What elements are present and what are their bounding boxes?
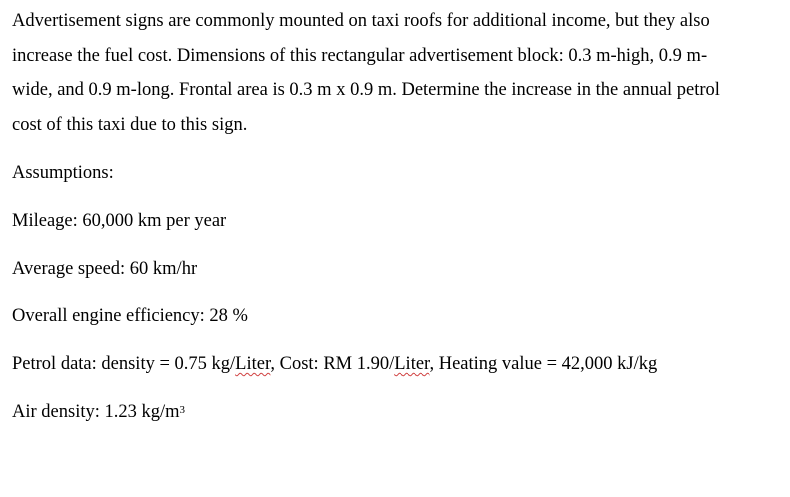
problem-statement	[12, 6, 782, 145]
problem-line-2: increase the fuel cost. Dimensions of this rectangular advertisement block: 0.3 m-high, 0.9 m-	[12, 45, 708, 66]
spellcheck-word-liter[interactable]: Liter	[235, 354, 271, 374]
assumption-efficiency: Overall engine efficiency: 28 %	[12, 306, 248, 326]
petrol-prefix: Petrol data: density = 0.75 kg/	[12, 354, 236, 374]
assumptions-heading: Assumptions:	[12, 163, 114, 183]
air-density-text: Air density: 1.23 kg/m	[12, 402, 180, 422]
assumption-mileage: Mileage: 60,000 km per year	[12, 211, 227, 231]
problem-line-3: wide, and 0.9 m-long. Frontal area is 0.3 m x 0.9 m. Determine the increase in the annual petrol	[12, 80, 720, 101]
assumption-speed: Average speed: 60 km/hr	[12, 259, 198, 279]
spellcheck-word-liter[interactable]: Liter	[394, 354, 430, 374]
problem-line-4: cost of this taxi due to this sign.	[12, 115, 248, 136]
petrol-heating-value: , Heating value = 42,000 kJ/kg	[429, 354, 658, 374]
petrol-cost: , Cost: RM 1.90/	[270, 354, 395, 374]
air-density-exponent: 3	[179, 404, 186, 416]
assumption-air-density	[12, 397, 185, 427]
assumption-petrol-data	[12, 349, 657, 379]
problem-line-1: Advertisement signs are commonly mounted on taxi roofs for additional income, but they also	[12, 11, 710, 31]
